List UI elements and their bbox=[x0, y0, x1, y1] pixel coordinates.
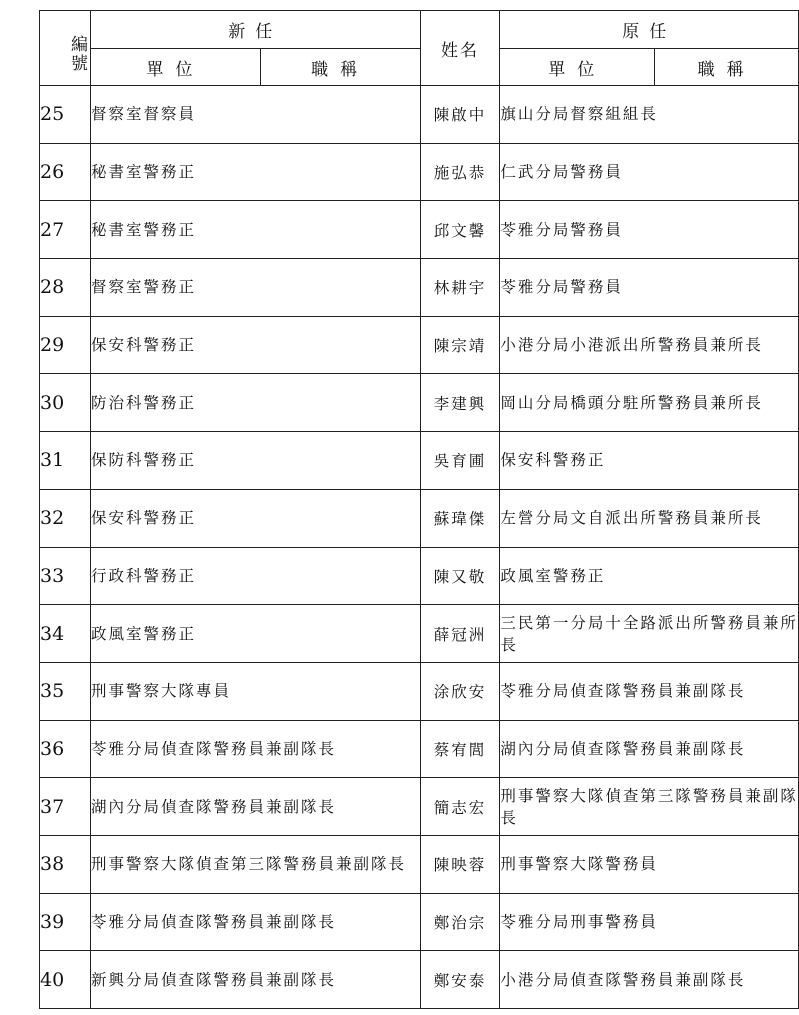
new-position: 湖內分局偵查隊警務員兼副隊長 bbox=[91, 778, 421, 836]
original-position: 湖內分局偵查隊警務員兼副隊長 bbox=[500, 720, 799, 778]
new-unit-header: 單位 bbox=[91, 49, 261, 86]
original-position: 苓雅分局警務員 bbox=[500, 259, 799, 317]
row-number: 25 bbox=[40, 86, 91, 144]
table-row bbox=[40, 86, 799, 144]
row-number: 36 bbox=[40, 720, 91, 778]
table-row bbox=[40, 432, 799, 490]
original-position: 左營分局文自派出所警務員兼所長 bbox=[500, 489, 799, 547]
row-number: 29 bbox=[40, 316, 91, 374]
new-position: 苓雅分局偵查隊警務員兼副隊長 bbox=[91, 720, 421, 778]
person-name: 李建興 bbox=[420, 374, 500, 432]
person-name: 陳映蓉 bbox=[420, 835, 500, 893]
original-title-header: 職稱 bbox=[655, 49, 799, 86]
table-row bbox=[40, 201, 799, 259]
name-header: 姓名 bbox=[420, 11, 500, 86]
row-number: 26 bbox=[40, 143, 91, 201]
table-row bbox=[40, 143, 799, 201]
original-position: 仁武分局警務員 bbox=[500, 143, 799, 201]
new-position: 保安科警務正 bbox=[91, 489, 421, 547]
person-name: 陳又敬 bbox=[420, 547, 500, 605]
number-header: 編號 bbox=[40, 11, 91, 86]
row-number: 33 bbox=[40, 547, 91, 605]
new-position: 保防科警務正 bbox=[91, 432, 421, 490]
table-row bbox=[40, 951, 799, 1009]
original-position: 旗山分局督察組組長 bbox=[500, 86, 799, 144]
person-name: 邱文馨 bbox=[420, 201, 500, 259]
original-position: 政風室警務正 bbox=[500, 547, 799, 605]
row-number: 39 bbox=[40, 893, 91, 951]
person-name: 涂欣安 bbox=[420, 662, 500, 720]
person-name: 蘇瑋傑 bbox=[420, 489, 500, 547]
person-name: 薛冠洲 bbox=[420, 605, 500, 663]
person-name: 簡志宏 bbox=[420, 778, 500, 836]
row-number: 27 bbox=[40, 201, 91, 259]
table-row bbox=[40, 489, 799, 547]
row-number: 40 bbox=[40, 951, 91, 1009]
person-name: 陳啟中 bbox=[420, 86, 500, 144]
new-position: 刑事警察大隊專員 bbox=[91, 662, 421, 720]
table-row bbox=[40, 835, 799, 893]
row-number: 35 bbox=[40, 662, 91, 720]
new-position: 保安科警務正 bbox=[91, 316, 421, 374]
row-number: 30 bbox=[40, 374, 91, 432]
person-name: 蔡宥閭 bbox=[420, 720, 500, 778]
new-position: 苓雅分局偵查隊警務員兼副隊長 bbox=[91, 893, 421, 951]
table-row bbox=[40, 778, 799, 836]
original-position: 小港分局偵查隊警務員兼副隊長 bbox=[500, 951, 799, 1009]
new-position: 行政科警務正 bbox=[91, 547, 421, 605]
person-name: 林耕宇 bbox=[420, 259, 500, 317]
personnel-table-page bbox=[39, 10, 799, 1009]
original-position: 苓雅分局偵查隊警務員兼副隊長 bbox=[500, 662, 799, 720]
new-position-header: 新任 bbox=[91, 11, 421, 49]
row-number: 28 bbox=[40, 259, 91, 317]
table-row bbox=[40, 316, 799, 374]
table-header bbox=[40, 11, 799, 86]
person-name: 吳育圃 bbox=[420, 432, 500, 490]
new-title-header: 職稱 bbox=[260, 49, 420, 86]
new-position: 秘書室警務正 bbox=[91, 201, 421, 259]
row-number: 38 bbox=[40, 835, 91, 893]
table-row bbox=[40, 259, 799, 317]
table-row bbox=[40, 605, 799, 663]
original-position: 小港分局小港派出所警務員兼所長 bbox=[500, 316, 799, 374]
original-position: 苓雅分局警務員 bbox=[500, 201, 799, 259]
row-number: 32 bbox=[40, 489, 91, 547]
person-name: 施弘恭 bbox=[420, 143, 500, 201]
original-position: 保安科警務正 bbox=[500, 432, 799, 490]
original-position: 刑事警察大隊偵查第三隊警務員兼副隊長 bbox=[500, 778, 799, 836]
original-position: 岡山分局橋頭分駐所警務員兼所長 bbox=[500, 374, 799, 432]
original-unit-header: 單位 bbox=[500, 49, 655, 86]
table-row bbox=[40, 374, 799, 432]
original-position: 刑事警察大隊警務員 bbox=[500, 835, 799, 893]
row-number: 31 bbox=[40, 432, 91, 490]
new-position: 政風室警務正 bbox=[91, 605, 421, 663]
table-row bbox=[40, 547, 799, 605]
original-position: 苓雅分局刑事警務員 bbox=[500, 893, 799, 951]
personnel-transfer-table bbox=[39, 10, 799, 1009]
new-position: 防治科警務正 bbox=[91, 374, 421, 432]
table-row bbox=[40, 720, 799, 778]
table-row bbox=[40, 662, 799, 720]
row-number: 37 bbox=[40, 778, 91, 836]
table-row bbox=[40, 893, 799, 951]
new-position: 督察室警務正 bbox=[91, 259, 421, 317]
original-position: 三民第一分局十全路派出所警務員兼所長 bbox=[500, 605, 799, 663]
person-name: 鄭安泰 bbox=[420, 951, 500, 1009]
new-position: 督察室督察員 bbox=[91, 86, 421, 144]
new-position: 秘書室警務正 bbox=[91, 143, 421, 201]
row-number: 34 bbox=[40, 605, 91, 663]
original-position-header: 原任 bbox=[500, 11, 799, 49]
person-name: 鄭治宗 bbox=[420, 893, 500, 951]
person-name: 陳宗靖 bbox=[420, 316, 500, 374]
new-position: 新興分局偵查隊警務員兼副隊長 bbox=[91, 951, 421, 1009]
new-position: 刑事警察大隊偵查第三隊警務員兼副隊長 bbox=[91, 835, 421, 893]
table-body bbox=[40, 86, 799, 1009]
